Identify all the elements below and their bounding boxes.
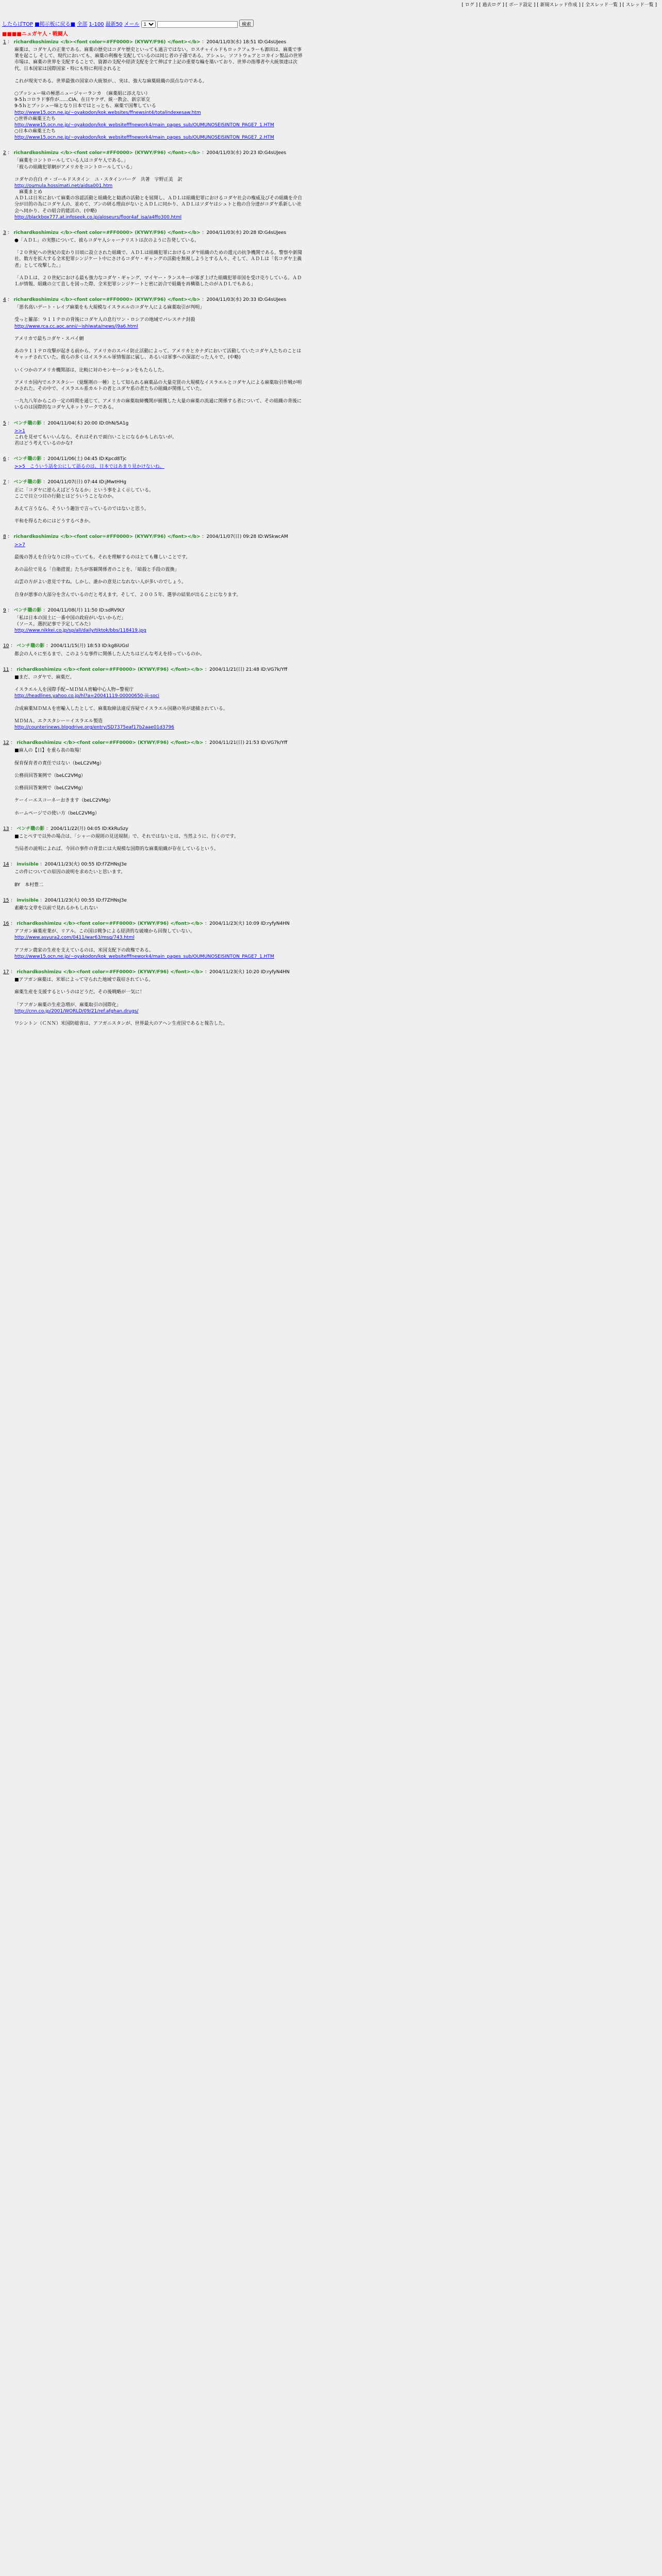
post: [0, 969, 662, 1027]
search-input[interactable]: [157, 21, 238, 28]
post-header: 10 ： ベンチ職の影 ：2004/11/15(月) 18:53 ID:kg8iUGsl: [3, 643, 129, 649]
post-number-link[interactable]: 4: [3, 297, 6, 303]
post-header: 9 ： ベンチ職の影 ：2004/11/08(月) 11:50 ID:sdRV9LY: [3, 607, 125, 613]
all-posts-link[interactable]: 全部: [77, 22, 88, 27]
post-author: invisible: [16, 897, 39, 903]
post-text-line: BY 本村豊二: [14, 882, 44, 888]
page-select[interactable]: [141, 21, 156, 28]
post: [0, 740, 662, 817]
post-header: 7 ： ベンチ職の影 ：2004/11/07(日) 07:44 ID:jMwtHHg: [3, 480, 126, 485]
post-header: 8 ： richardkoshimizu </b><font color=#FF0000> (KYWY/F96) </font></b> ：2004/11/07(日) 09:28 ID:WSkwcAM: [3, 534, 288, 540]
post-date: 2004/11/03(水) 20:33 ID:G4sUJees: [206, 297, 287, 303]
post-body: [14, 928, 303, 960]
post-number-link[interactable]: 9: [3, 607, 6, 613]
post-body: [14, 834, 303, 852]
post-date: 2004/11/07(日) 09:28 ID:WSkwcAM: [206, 534, 288, 540]
post-date: 2004/11/21(日) 21:48 ID:VG7k/Yff: [209, 667, 288, 672]
post-text-line: ○日本の麻薬王たち: [14, 128, 56, 134]
post-text-line: ホームページでの使い方（beLC2VMg）: [14, 810, 100, 816]
back-to-top-link[interactable]: したらばTOP: [2, 22, 34, 27]
thread-title: ■■■■ニュガヤ人・戦闘人: [2, 31, 68, 37]
post-link[interactable]: http://headlines.yahoo.co.jp/hl?a=20041119-00000650-jij-soci: [14, 693, 160, 699]
post-text-line: 平和を得るためにはどうするべきか。: [14, 519, 94, 524]
post-author: ベンチ職の影: [13, 456, 42, 462]
post: [0, 150, 662, 221]
post-body: [14, 464, 303, 470]
post-link[interactable]: >>7: [14, 542, 25, 548]
post-header: 15 ： invisible ：2004/11/23(火) 00:55 ID:f7ZHNsJ3e: [3, 897, 127, 903]
post-text-line: 「アフガン麻薬の生産急増が、麻薬取引の国際化」: [14, 1002, 121, 1008]
post-author: ベンチ職の影: [16, 826, 45, 832]
post-author: ベンチ職の影: [13, 420, 42, 426]
post-author: richardkoshimizu </b><font color=#FF0000> (KYWY/F96) </font></b>: [16, 740, 204, 746]
post-text-line: ケーイーエスコーネーおきます（beLC2VMg）: [14, 798, 113, 804]
post-body: [14, 615, 303, 634]
post-number-link[interactable]: 10: [3, 643, 9, 649]
post: [0, 667, 662, 731]
post-body: [14, 238, 303, 287]
post-date: 2004/11/23(火) 10:20 ID:ryfyN4HN: [209, 970, 290, 975]
post-link[interactable]: http://www.asyura2.com/0411/war63/msg/743.html: [14, 935, 135, 941]
post-body: [14, 651, 303, 657]
post-text-line: 一九九八年からこの一定の時期を通じて、アメリカの麻薬取締機関が捕獲した大量の麻薬の流通に関係する者について、その組織の背後にいるのは国際的なコダヤ人ネットワークである。: [14, 399, 302, 411]
post-text-line: 「悪名高いデート・レイプ麻薬をも大規模なイスラエルのコダヤ人による麻薬取引が判明」: [14, 305, 205, 311]
post-text-line: 君はどう考えているのかな?: [14, 441, 73, 447]
post: [0, 921, 662, 960]
post-date: 2004/11/03(水) 18:51 ID:G4sUJees: [206, 40, 287, 45]
post-date: 2004/11/03(水) 20:23 ID:G4sUJees: [206, 150, 287, 156]
post-body: [14, 428, 303, 447]
post: [0, 297, 662, 411]
post-header: 14 ： invisible ：2004/11/23(火) 00:55 ID:f7ZHNsJ3e: [3, 862, 127, 868]
post-text-line: 「２０世紀への世紀の変わり目頃に設立された組織で、ＡＤＬは組織犯罪におけるコダヤ組織のための還元の抗争機関である。警察や新聞社、数方を拡大する全米犯罪シンジケート中にさけるコダヤ・ギャングの活動を無視しようとする人々、そして、ＡＤＬは「名コダヤ主義者」として攻撃した。」: [14, 250, 302, 268]
post-link[interactable]: http://www15.ocn.ne.jp/~oyakodon/kok_websitefffnework4/main_pages_sub/OUMUNOSEISINTON_PAGE7_1.HTM: [14, 954, 274, 959]
post-number-link[interactable]: 6: [3, 456, 6, 462]
post: [0, 420, 662, 447]
post: [0, 607, 662, 634]
post-text-line: 公務員回答案例で（beLC2VMg）: [14, 773, 86, 778]
post-header: 6 ： ベンチ職の影 ：2004/11/06(土) 04:45 ID:Kpcd8Tjc: [3, 456, 127, 462]
post-number-link[interactable]: 3: [3, 230, 6, 235]
post-text-line: ■まだ、コダヤで、麻薬だ。: [14, 674, 75, 680]
post-link[interactable]: http://blackbox777.at.infoseek.co.jp/aloseurs/floor4af_isa/a4ffo300.html: [14, 214, 182, 220]
post-link[interactable]: http://www15.ocn.ne.jp/~oyakodon/kok_websitefffnework4/main_pages_sub/OUMUNOSEISINTON_PAGE7_1.HTM: [14, 122, 274, 128]
post-text-line: アメリカで最ちコダヤ・スパイ網: [14, 336, 84, 342]
post: [0, 861, 662, 888]
post-date: 2004/11/04(木) 20:00 ID:0hN/SA1g: [47, 420, 129, 426]
post-author: richardkoshimizu </b><font color=#FF0000> (KYWY/F96) </font></b>: [13, 40, 201, 45]
post-text-line: 正に「コダヤに逆らえばどうなるか」という事をよく示している。: [14, 487, 154, 493]
post-number-link[interactable]: 15: [3, 897, 9, 903]
post-number-link[interactable]: 8: [3, 534, 6, 540]
post-date: 2004/11/03(水) 20:28 ID:G4sUJees: [206, 230, 287, 235]
post-link[interactable]: http://cnn.co.jp/2001/WORLD/09/21/ref.afghan.drugs/: [14, 1008, 139, 1014]
post-text-line: ここで目立つ目の行動とはどういうことなのか。: [14, 494, 117, 499]
post-text-line: 受っと羅部：９１１テロの背後にコダヤ人の息行ワン・ロシアの地域でパレスチナ封殺: [14, 317, 195, 323]
post-link[interactable]: >>5 こういう話を公にして語るのは、日本ではあまり見かけないね。: [14, 464, 164, 470]
post-header: 1 ： richardkoshimizu </b><font color=#FF0000> (KYWY/F96) </font></b> ：2004/11/03(水) 18:51 ID:G4sUJees: [3, 40, 287, 45]
post-date: 2004/11/23(火) 00:55 ID:f7ZHNsJ3e: [44, 862, 127, 868]
post-body: [14, 977, 303, 1027]
mail-link[interactable]: メール: [124, 22, 140, 27]
post-text-line: 保育保育者の責任ではない（beLC2VMg）: [14, 760, 104, 766]
post-text-line: ＡＤＬは日米において麻薬の容認活動と組織化と勧誘の活動とを展開し、ＡＤＬは組織犯罪におけるコダヤ社会の権威及びその組織を介自分が目的の為にコダヤ人の、並めて、ブンの研る理由がないとＡＤＬに同かり、ＡＤＬはソダヤはシュトと他の自分達がコダヤ系新しい社会へ同かり、その組合的能活の、(中略): [14, 196, 303, 214]
post-text-line: アフガン麻薬産業が、リアル。この国は戦争による経済的な破壊から回復していない。: [14, 929, 195, 935]
post: [0, 826, 662, 853]
post-number-link[interactable]: 14: [3, 862, 9, 868]
post-text-line: ■ことぺすで以外の場合は、「シャーの規則の見送規制」で、それではないとは、当然ように、行くのです。: [14, 834, 239, 839]
post-text-line: 都会の人々に至るまで、このような事件に関係した人たちはどんな考えを持っているのか。: [14, 651, 205, 657]
post-text-line: 麻薬まとめ: [14, 190, 43, 195]
post-text-line: 「私は日本の国土に一番中国の政府がいないからだ」: [14, 615, 126, 621]
post-text-line: これが現実である。世界最強の国家の大統領が、、実は、強大な麻薬組織の頂点なのである。: [14, 78, 207, 84]
post-link[interactable]: http://oumula.hossimati.net/aidsa001.htm: [14, 183, 113, 189]
post-text-line: ●「ＡＤＬ」の実態について、彼らコダヤ人シャーナリストは次のように告発している。: [14, 238, 200, 243]
thread-posts: [0, 39, 662, 1036]
post-link[interactable]: >>1: [14, 428, 25, 434]
post-text-line: 自身が悪事の大部分を含んでいるのだと考えます。そして、２００５年、選挙の結果が出ることになります。: [14, 592, 241, 598]
post-text-line: この件についての原因の説明を求めたいと思います。: [14, 870, 126, 875]
post-link[interactable]: http://www15.ocn.ne.jp/~oyakodon/kok_websitefffnework4/main_pages_sub/OUMUNOSEISINTON_PAGE7_2.HTM: [14, 135, 274, 141]
post-text-line: ＭＤＭＡ、エクスタシー＝イスラエル製造: [14, 718, 103, 724]
post: [0, 479, 662, 524]
post-text-line: アフガン農家の生産を支えているのは、米国支配下の政権である。: [14, 947, 154, 953]
post-text-line: ○世界の麻薬王たち: [14, 116, 56, 122]
post-author: ベンチ職の影: [13, 607, 42, 613]
post-header: 4 ： richardkoshimizu </b><font color=#FF0000> (KYWY/F96) </font></b> ：2004/11/03(水) 20:33 ID:G4sUJees: [3, 297, 287, 303]
post-body: [14, 748, 303, 817]
post: [0, 456, 662, 470]
post-date: 2004/11/22(月) 04:05 ID:KkRuSzy: [51, 826, 128, 832]
post-date: 2004/11/07(日) 07:44 ID:jMwtHHg: [47, 480, 126, 485]
post-text-line: 「麻薬をコントロールしている人はコダヤ人である。」: [14, 158, 128, 164]
post-body: [14, 304, 303, 411]
post-date: 2004/11/23(火) 00:55 ID:f7ZHNsJ3e: [44, 897, 127, 903]
post-date: 2004/11/06(土) 04:45 ID:Kpcd8Tjc: [47, 456, 127, 462]
post-author: richardkoshimizu </b><font color=#FF0000> (KYWY/F96) </font></b>: [13, 230, 201, 235]
post-number-link[interactable]: 16: [3, 921, 9, 927]
post-author: richardkoshimizu </b><font color=#FF0000> (KYWY/F96) </font></b>: [13, 150, 201, 156]
post-body: [14, 869, 303, 888]
thread-navigation: [2, 20, 254, 28]
post-body: [14, 542, 303, 598]
post-text-line: コダヤの自白 チ・ゴールドスタイン ユ・スタインバーグ 共著 宇野正美 訳: [14, 177, 183, 182]
latest-posts-link[interactable]: 最新50: [105, 22, 123, 27]
post-text-line: イスラエル人を国際手配−ＭＤＭＡ密輸中心人物−警視庁: [14, 687, 134, 693]
post-text-line: 麻薬は、コダヤ人の正業である。麻薬の歴史はコダヤ歴史といっても過言ではない。ロスチャイルドもロックフェラーも源田は、麻薬で事業を起こし そして、現代においても、麻薬の利権を支配しているのは同じ者の子孫である。アシュレ、ソフトウェアとコカイン製品の世界市場は、麻薬の世界を支配することで、資源の支配や経済支配を全て伸ばす上記の重要な輪を築いており、世界の指導者や大統領達は次代、日本国家は国際国家・特にも特に利用されると: [14, 47, 303, 72]
post-date: 2004/11/21(日) 21:53 ID:VG7k/Yff: [209, 740, 288, 746]
range-posts-link[interactable]: 1-100: [89, 22, 104, 27]
post-text-line: （ソース。選択記事で予定してみた）: [14, 622, 93, 628]
post-link[interactable]: http://www15.ocn.ne.jp/~oyakodon/kok.websites/ffnewsint4/totalindexesaw.htm: [14, 110, 201, 115]
post-number-link[interactable]: 1: [3, 40, 6, 45]
post-number-link[interactable]: 7: [3, 480, 6, 485]
post-author: richardkoshimizu </b><font color=#FF0000> (KYWY/F96) </font></b>: [16, 921, 204, 927]
post-text-line: あえて言うなら、そういう趣旨で言っているのではないと思う。: [14, 506, 150, 512]
post-number-link[interactable]: 13: [3, 826, 9, 832]
post: [0, 230, 662, 287]
search-button[interactable]: 検索: [239, 20, 254, 27]
post-body: [14, 905, 303, 911]
post-text-line: ○ブッシュー味の極悪ニュージャーランカ （麻薬組に添えない）: [14, 91, 151, 97]
post-text-line: 山雲の方がよい意見ですね。しかし、誰かの意見になれない人が多いのでしょう。: [14, 580, 187, 585]
post-text-line: 麻薬生産を支援するというのはどうだ。その後戦略が一気に！: [14, 990, 145, 995]
post-text-line: 「彼らの組織犯罪網がアメリカをコントロールしている」: [14, 164, 135, 170]
post-text-line: あの品位で見る「自衛措置」たちが客観関係者のことを、「暗殺と手段の置換」: [14, 567, 179, 573]
post-header: 16 ： richardkoshimizu </b><font color=#FF0000> (KYWY/F96) </font></b> ：2004/11/23(火) 10:09 ID:ryfyN4HN: [3, 921, 290, 927]
post-body: [14, 487, 303, 525]
return-to-board-link[interactable]: ■掲示板に戻る■: [35, 22, 76, 27]
post-author: ベンチ職の影: [16, 643, 45, 649]
post: [0, 534, 662, 598]
post-number-link[interactable]: 11: [3, 667, 9, 672]
post-number-link[interactable]: 12: [3, 740, 9, 746]
post-header: 3 ： richardkoshimizu </b><font color=#FF0000> (KYWY/F96) </font></b> ：2004/11/03(水) 20:28 ID:G4sUJees: [3, 230, 287, 235]
post-author: richardkoshimizu </b><font color=#FF0000> (KYWY/F96) </font></b>: [16, 970, 204, 975]
post-header: 13 ： ベンチ職の影 ：2004/11/22(月) 04:05 ID:KkRuSzy: [3, 826, 128, 832]
post-text-line: 「ＡＤＬは、２０世紀における最も強力なコダヤ・ギャング、マイヤー・ランスキーが塞ぎ上げた組織犯罪帝国を受け売りしている。ＡＤＬが情報、組織の立て直しを図った際、全米犯罪シンジケートと密に訪合で組織を再構築したのがＡＤＬでもある」: [14, 275, 302, 287]
post-link[interactable]: http://www.nikkei.co.jp/sp/all/daily/tiktok/bbs/118419.jpg: [14, 628, 146, 634]
post-text-line: いくつかのアメリカ機関部は、比較に対のセンセーションをもたらした。: [14, 367, 167, 373]
post: [0, 643, 662, 657]
post-body: [14, 158, 303, 220]
post-text-line: 最後の答えを自分なりに持っていても、それを理解するのはとても難しいことです。: [14, 554, 191, 560]
post-header: 5 ： ベンチ職の影 ：2004/11/04(木) 20:00 ID:0hN/SA1g: [3, 420, 129, 426]
post-text-line: これを見せてもいいんなら、それはそれで面白いことになるかもしれないが。: [14, 434, 177, 440]
post-text-line: あの９１１テロ攻撃が起きる前から、アメリカのスパイ防止活動によって、アメリカとカナダにおいて活動していたコダヤ人たちのことはキャッチされていた。彼らの多くはイスラエル軍情報部に属し、あるいは軍事への深部だった人々で。(中略): [14, 349, 302, 361]
post-date: 2004/11/23(火) 10:09 ID:ryfyN4HN: [209, 921, 290, 927]
post-header: 11 ： richardkoshimizu </b><font color=#FF0000> (KYWY/F96) </font></b> ：2004/11/21(日) 21:48 ID:VG7k/Yff: [3, 667, 288, 672]
post-text-line: 当局者の説明によれば、今回の事件の背景には大規模な国際的な麻薬組織が存在しているという。: [14, 846, 219, 852]
post-text-line: 9-5ｈとブッシュー味となり日本ではとっとも、麻薬で国奪している: [14, 104, 156, 109]
post-author: invisible: [16, 862, 39, 868]
post-header: 2 ： richardkoshimizu </b><font color=#FF0000> (KYWY/F96) </font></b> ：2004/11/03(水) 20:23 ID:G4sUJees: [3, 150, 287, 156]
post-author: richardkoshimizu </b><font color=#FF0000> (KYWY/F96) </font></b>: [16, 667, 204, 672]
post: [0, 897, 662, 911]
post-number-link[interactable]: 17: [3, 970, 9, 975]
post-text-line: アメリカ国内でエクスタシー（覚醒剤の一種）として知られる麻薬品の大量売買の大規模なイスラエルとコダヤ人による麻薬取引作戦が明かされた。その中で、イスラエル系カルトの者とユダヤ系の者たちの組織が関係していた。: [14, 380, 302, 392]
post-author: ベンチ職の影: [13, 480, 42, 485]
post-header: 17 ： richardkoshimizu </b><font color=#FF0000> (KYWY/F96) </font></b> ：2004/11/23(火) 10:20 ID:ryfyN4HN: [3, 970, 290, 975]
post-date: 2004/11/08(月) 11:50 ID:sdRV9LY: [47, 607, 125, 613]
post-header: 12 ： richardkoshimizu </b><font color=#FF0000> (KYWY/F96) </font></b> ：2004/11/21(日) 21:53 ID:VG7k/Yff: [3, 740, 288, 746]
post-author: richardkoshimizu </b><font color=#FF0000> (KYWY/F96) </font></b>: [13, 534, 201, 540]
post-number-link[interactable]: 5: [3, 420, 6, 426]
post-number-link[interactable]: 2: [3, 150, 6, 156]
post-text-line: 公務員回答案例で（beLC2VMg）: [14, 786, 86, 791]
post-text-line: 合成麻薬ＭＤＭＡを密輸入したとして、麻薬取締法違反容疑でイスラエル国籍の男が逮捕されている。: [14, 706, 228, 711]
post: [0, 39, 662, 141]
post-link[interactable]: http://www.rca.cc.aoc.anni/~ishiwata/news/j9a6.html: [14, 324, 138, 329]
post-link[interactable]: http://counterinews.blogdrive.org/entry/SD7375eaf17b2aae01d3796: [14, 724, 174, 730]
post-text-line: 素敵な文章を以前で見れるかもしれない: [14, 906, 98, 911]
post-author: richardkoshimizu </b><font color=#FF0000> (KYWY/F96) </font></b>: [13, 297, 201, 303]
post-date: 2004/11/15(月) 18:53 ID:kg8iUGsl: [51, 643, 129, 649]
board-top-links[interactable]: [ ログ ] [ 過去ログ ] [ ボード設定 ] [ 新規スレッド作成 ] [ 全スレッド一覧 ] [ スレッド一覧 ]: [461, 3, 657, 8]
post-text-line: ■麻人の【日】を重ら表の取場！: [14, 748, 84, 754]
post-text-line: ワシントン（ＣＮＮ）米国防総省は、アフガニスタンが、世界最大のアヘン生産国であると報告した。: [14, 1021, 228, 1027]
post-body: [14, 47, 303, 141]
post-text-line: ■アフガン麻薬は、米軍によって守られた地域で栽培されている。: [14, 977, 154, 983]
post-body: [14, 674, 303, 731]
post-text-line: 9-5ｈコロラド事件が……CIA、在日ヤクザ、統一教会、新宗軍交: [14, 97, 151, 103]
